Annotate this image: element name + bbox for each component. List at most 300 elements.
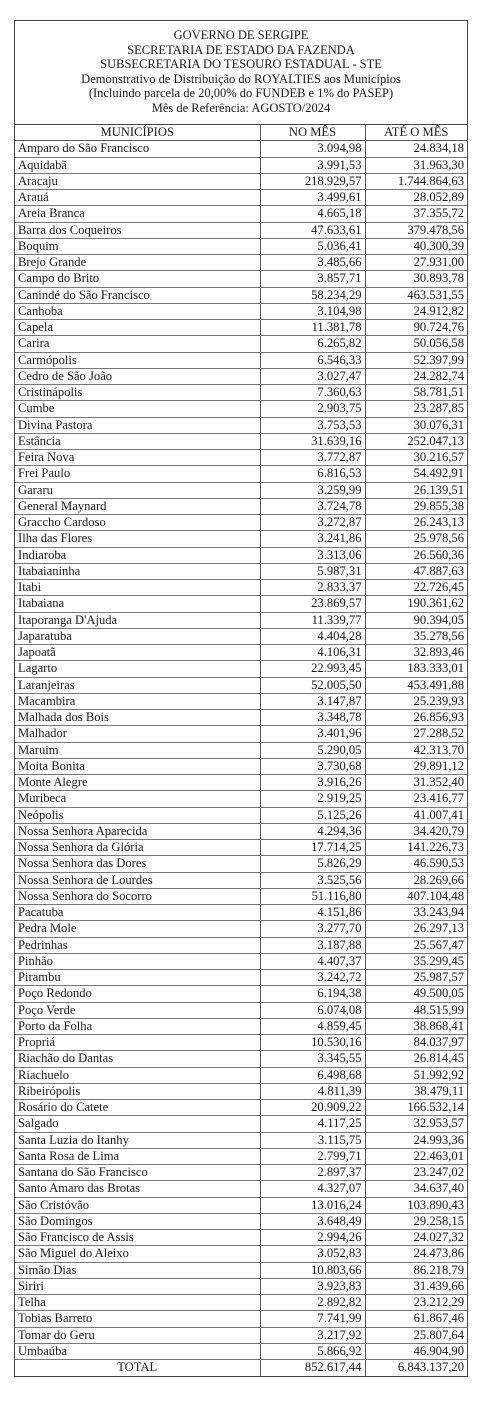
- no-mes-cell: 3.104,98: [260, 303, 365, 319]
- ate-o-mes-cell: 29.891,12: [365, 758, 467, 774]
- ate-o-mes-cell: 30.216,57: [365, 450, 467, 466]
- table-row: [15, 970, 467, 986]
- ate-o-mes-cell: 26.297,13: [365, 921, 467, 937]
- no-mes-cell: 3.923,83: [260, 1278, 365, 1294]
- table-row: [15, 466, 467, 482]
- header-government: GOVERNO DE SERGIPE: [173, 28, 309, 42]
- municipio-cell: Ribeirópolis: [15, 1083, 260, 1099]
- no-mes-cell: 3.027,47: [260, 368, 365, 384]
- municipio-cell: Capela: [15, 320, 260, 336]
- no-mes-cell: 3.991,53: [260, 157, 365, 173]
- ate-o-mes-cell: 30.893,78: [365, 271, 467, 287]
- municipio-cell: Itabaianinha: [15, 563, 260, 579]
- ate-o-mes-cell: 29.258,15: [365, 1213, 467, 1229]
- ate-o-mes-cell: 52.397,99: [365, 352, 467, 368]
- header-report-note: (Incluindo parcela de 20,00% do FUNDEB e 1% do PASEP): [88, 86, 394, 101]
- no-mes-cell: 4.117,25: [260, 1116, 365, 1132]
- municipio-cell: Brejo Grande: [15, 255, 260, 271]
- no-mes-cell: 4.811,39: [260, 1083, 365, 1099]
- municipio-cell: Arauá: [15, 190, 260, 206]
- ate-o-mes-cell: 54.492,91: [365, 466, 467, 482]
- municipio-cell: Aquidabã: [15, 157, 260, 173]
- table-row: [15, 856, 467, 872]
- ate-o-mes-cell: 30.076,31: [365, 417, 467, 433]
- ate-o-mes-cell: 26.560,36: [365, 547, 467, 563]
- no-mes-cell: 3.499,61: [260, 190, 365, 206]
- header-report-title: Demonstrativo de Distribuição do ROYALTIES aos Municípios: [81, 71, 401, 86]
- municipio-cell: Areia Branca: [15, 206, 260, 222]
- municipio-cell: Santana do São Francisco: [15, 1165, 260, 1181]
- no-mes-cell: 7.360,63: [260, 385, 365, 401]
- ate-o-mes-cell: 24.027,32: [365, 1230, 467, 1246]
- ate-o-mes-cell: 25.987,57: [365, 970, 467, 986]
- no-mes-cell: 3.724,78: [260, 498, 365, 514]
- no-mes-cell: 5.290,05: [260, 742, 365, 758]
- ate-o-mes-cell: 25.807,64: [365, 1327, 467, 1343]
- no-mes-cell: 10.530,16: [260, 1035, 365, 1051]
- no-mes-cell: 2.994,26: [260, 1230, 365, 1246]
- ate-o-mes-cell: 28.052,89: [365, 190, 467, 206]
- ate-o-mes-cell: 24.834,18: [365, 141, 467, 157]
- document-header: [15, 21, 467, 125]
- ate-o-mes-cell: 58.781,51: [365, 385, 467, 401]
- ate-o-mes-cell: 32.953,57: [365, 1116, 467, 1132]
- table-row: [15, 775, 467, 791]
- table-row: [15, 1327, 467, 1343]
- municipio-cell: Salgado: [15, 1116, 260, 1132]
- ate-o-mes-cell: 46.590,53: [365, 856, 467, 872]
- table-row: [15, 515, 467, 531]
- ate-o-mes-cell: 22.726,45: [365, 580, 467, 596]
- ate-o-mes-cell: 22.463,01: [365, 1148, 467, 1164]
- table-row: [15, 596, 467, 612]
- municipio-cell: Santa Rosa de Lima: [15, 1148, 260, 1164]
- table-row: [15, 563, 467, 579]
- no-mes-cell: 4.859,45: [260, 1018, 365, 1034]
- no-mes-cell: 3.242,72: [260, 970, 365, 986]
- table-row: [15, 190, 467, 206]
- table-row: [15, 1262, 467, 1278]
- municipio-cell: Neópolis: [15, 807, 260, 823]
- municipio-cell: Pedra Mole: [15, 921, 260, 937]
- table-row: [15, 401, 467, 417]
- municipio-cell: Nossa Senhora do Socorro: [15, 888, 260, 904]
- ate-o-mes-cell: 31.963,30: [365, 157, 467, 173]
- municipio-cell: Propriá: [15, 1035, 260, 1051]
- no-mes-cell: 5.866,92: [260, 1343, 365, 1359]
- table-row: [15, 921, 467, 937]
- municipio-cell: General Maynard: [15, 498, 260, 514]
- municipio-cell: Barra dos Coqueiros: [15, 222, 260, 238]
- municipio-cell: Malhada dos Bois: [15, 710, 260, 726]
- table-row: [15, 1148, 467, 1164]
- ate-o-mes-cell: 48.515,99: [365, 1002, 467, 1018]
- total-no-mes: 852.617,44: [260, 1360, 365, 1376]
- table-row: [15, 141, 467, 157]
- table-row: [15, 1278, 467, 1294]
- no-mes-cell: 4.404,28: [260, 628, 365, 644]
- municipio-cell: Monte Alegre: [15, 775, 260, 791]
- no-mes-cell: 31.639,16: [260, 433, 365, 449]
- municipio-cell: Riachão do Dantas: [15, 1051, 260, 1067]
- no-mes-cell: 5.036,41: [260, 238, 365, 254]
- table-header: [15, 125, 467, 141]
- municipio-cell: Siriri: [15, 1278, 260, 1294]
- municipio-cell: Japaratuba: [15, 628, 260, 644]
- no-mes-cell: 2.892,82: [260, 1295, 365, 1311]
- ate-o-mes-cell: 49.500,05: [365, 986, 467, 1002]
- no-mes-cell: 6.498,68: [260, 1067, 365, 1083]
- municipio-cell: Cristinápolis: [15, 385, 260, 401]
- table-row: [15, 368, 467, 384]
- ate-o-mes-cell: 24.282,74: [365, 368, 467, 384]
- no-mes-cell: 7.741,99: [260, 1311, 365, 1327]
- table-row: [15, 1213, 467, 1229]
- no-mes-cell: 4.106,31: [260, 645, 365, 661]
- ate-o-mes-cell: 1.744.864,63: [365, 173, 467, 189]
- table-row: [15, 710, 467, 726]
- no-mes-cell: 5.125,26: [260, 807, 365, 823]
- table-row: [15, 1051, 467, 1067]
- municipio-cell: Frei Paulo: [15, 466, 260, 482]
- no-mes-cell: 2.919,25: [260, 791, 365, 807]
- no-mes-cell: 3.648,49: [260, 1213, 365, 1229]
- table-row: [15, 645, 467, 661]
- municipio-cell: Amparo do São Francisco: [15, 141, 260, 157]
- municipio-cell: Feira Nova: [15, 450, 260, 466]
- municipio-cell: Estância: [15, 433, 260, 449]
- table-row: [15, 661, 467, 677]
- ate-o-mes-cell: 51.992,92: [365, 1067, 467, 1083]
- table-row: [15, 1116, 467, 1132]
- header-subsecretariat: SUBSECRETARIA DO TESOURO ESTADUAL - STE: [100, 57, 382, 72]
- table-row: [15, 758, 467, 774]
- table-row: [15, 1181, 467, 1197]
- municipio-cell: Poço Verde: [15, 1002, 260, 1018]
- table-row: [15, 157, 467, 173]
- ate-o-mes-cell: 38.868,41: [365, 1018, 467, 1034]
- no-mes-cell: 2.833,37: [260, 580, 365, 596]
- municipio-cell: Canhoba: [15, 303, 260, 319]
- municipio-cell: Maruim: [15, 742, 260, 758]
- municipio-cell: Carmópolis: [15, 352, 260, 368]
- municipio-cell: Carira: [15, 336, 260, 352]
- no-mes-cell: 2.897,37: [260, 1165, 365, 1181]
- ate-o-mes-cell: 453.491,88: [365, 677, 467, 693]
- total-row: [15, 1360, 467, 1376]
- no-mes-cell: 6.546,33: [260, 352, 365, 368]
- ate-o-mes-cell: 26.856,93: [365, 710, 467, 726]
- ate-o-mes-cell: 24.993,36: [365, 1132, 467, 1148]
- no-mes-cell: 3.348,78: [260, 710, 365, 726]
- no-mes-cell: 4.407,37: [260, 953, 365, 969]
- municipio-cell: Tobias Barreto: [15, 1311, 260, 1327]
- municipio-cell: Telha: [15, 1295, 260, 1311]
- municipio-cell: Divina Pastora: [15, 417, 260, 433]
- table-row: [15, 303, 467, 319]
- municipio-cell: Poço Redondo: [15, 986, 260, 1002]
- municipio-cell: Cumbe: [15, 401, 260, 417]
- no-mes-cell: 11.339,77: [260, 612, 365, 628]
- table-row: [15, 222, 467, 238]
- ate-o-mes-cell: 90.724,76: [365, 320, 467, 336]
- municipio-cell: Tomar do Geru: [15, 1327, 260, 1343]
- table-row: [15, 173, 467, 189]
- municipio-cell: Itabi: [15, 580, 260, 596]
- table-row: [15, 1100, 467, 1116]
- ate-o-mes-cell: 103.890,43: [365, 1197, 467, 1213]
- no-mes-cell: 3.916,26: [260, 775, 365, 791]
- table-row: [15, 872, 467, 888]
- no-mes-cell: 3.753,53: [260, 417, 365, 433]
- table-row: [15, 1230, 467, 1246]
- table-row: [15, 1035, 467, 1051]
- municipio-cell: São Miguel do Aleixo: [15, 1246, 260, 1262]
- municipio-cell: Pirambu: [15, 970, 260, 986]
- ate-o-mes-cell: 46.904,90: [365, 1343, 467, 1359]
- table-row: [15, 1067, 467, 1083]
- no-mes-cell: 218.929,57: [260, 173, 365, 189]
- table-row: [15, 336, 467, 352]
- table-row: [15, 612, 467, 628]
- no-mes-cell: 3.259,99: [260, 482, 365, 498]
- no-mes-cell: 4.294,36: [260, 823, 365, 839]
- ate-o-mes-cell: 37.355,72: [365, 206, 467, 222]
- table-row: [15, 677, 467, 693]
- ate-o-mes-cell: 463.531,55: [365, 287, 467, 303]
- ate-o-mes-cell: 183.333,01: [365, 661, 467, 677]
- table-row: [15, 1343, 467, 1359]
- ate-o-mes-cell: 90.394,05: [365, 612, 467, 628]
- municipio-cell: Umbaúba: [15, 1343, 260, 1359]
- municipio-cell: Pedrinhas: [15, 937, 260, 953]
- ate-o-mes-cell: 34.420,79: [365, 823, 467, 839]
- municipio-cell: Nossa Senhora das Dores: [15, 856, 260, 872]
- table-row: [15, 1165, 467, 1181]
- municipio-cell: Gararu: [15, 482, 260, 498]
- no-mes-cell: 6.265,82: [260, 336, 365, 352]
- ate-o-mes-cell: 38.479,11: [365, 1083, 467, 1099]
- total-ate-o-mes: 6.843.137,20: [365, 1360, 467, 1376]
- table-row: [15, 791, 467, 807]
- table-row: [15, 693, 467, 709]
- no-mes-cell: 17.714,25: [260, 840, 365, 856]
- table-row: [15, 1083, 467, 1099]
- no-mes-cell: 3.772,87: [260, 450, 365, 466]
- no-mes-cell: 58.234,29: [260, 287, 365, 303]
- municipio-cell: Muribeca: [15, 791, 260, 807]
- ate-o-mes-cell: 42.313,70: [365, 742, 467, 758]
- total-label: TOTAL: [15, 1360, 260, 1376]
- no-mes-cell: 3.313,06: [260, 547, 365, 563]
- royalties-table: [15, 125, 467, 1376]
- ate-o-mes-cell: 35.278,56: [365, 628, 467, 644]
- table-row: [15, 840, 467, 856]
- municipio-cell: Itabaiana: [15, 596, 260, 612]
- no-mes-cell: 10.803,66: [260, 1262, 365, 1278]
- municipio-cell: Campo do Brito: [15, 271, 260, 287]
- municipio-cell: Graccho Cardoso: [15, 515, 260, 531]
- no-mes-cell: 47.633,61: [260, 222, 365, 238]
- ate-o-mes-cell: 23.416,77: [365, 791, 467, 807]
- ate-o-mes-cell: 50.056,58: [365, 336, 467, 352]
- municipio-cell: Malhador: [15, 726, 260, 742]
- table-row: [15, 1246, 467, 1262]
- no-mes-cell: 3.094,98: [260, 141, 365, 157]
- ate-o-mes-cell: 407.104,48: [365, 888, 467, 904]
- ate-o-mes-cell: 47.887,63: [365, 563, 467, 579]
- municipio-cell: Ilha das Flores: [15, 531, 260, 547]
- ate-o-mes-cell: 25.239,93: [365, 693, 467, 709]
- no-mes-cell: 3.525,56: [260, 872, 365, 888]
- table-row: [15, 1295, 467, 1311]
- municipio-cell: Boquim: [15, 238, 260, 254]
- ate-o-mes-cell: 26.814,45: [365, 1051, 467, 1067]
- ate-o-mes-cell: 34.637,40: [365, 1181, 467, 1197]
- no-mes-cell: 6.816,53: [260, 466, 365, 482]
- no-mes-cell: 4.665,18: [260, 206, 365, 222]
- ate-o-mes-cell: 29.855,38: [365, 498, 467, 514]
- column-header-no-mes: NO MÊS: [260, 125, 365, 141]
- no-mes-cell: 3.730,68: [260, 758, 365, 774]
- municipio-cell: Simão Dias: [15, 1262, 260, 1278]
- ate-o-mes-cell: 252.047,13: [365, 433, 467, 449]
- no-mes-cell: 6.074,08: [260, 1002, 365, 1018]
- municipio-cell: São Domingos: [15, 1213, 260, 1229]
- table-row: [15, 1018, 467, 1034]
- municipio-cell: Pacatuba: [15, 905, 260, 921]
- municipio-cell: Canindé do São Francisco: [15, 287, 260, 303]
- ate-o-mes-cell: 28.269,66: [365, 872, 467, 888]
- table-row: [15, 986, 467, 1002]
- table-row: [15, 547, 467, 563]
- no-mes-cell: 3.857,71: [260, 271, 365, 287]
- no-mes-cell: 13.016,24: [260, 1197, 365, 1213]
- no-mes-cell: 3.052,83: [260, 1246, 365, 1262]
- table-row: [15, 1197, 467, 1213]
- municipio-cell: Santa Luzia do Itanhy: [15, 1132, 260, 1148]
- ate-o-mes-cell: 84.037,97: [365, 1035, 467, 1051]
- column-header-ate-o-mes: ATÉ O MÊS: [365, 125, 467, 141]
- ate-o-mes-cell: 40.300,39: [365, 238, 467, 254]
- ate-o-mes-cell: 41.007,41: [365, 807, 467, 823]
- ate-o-mes-cell: 31.439,66: [365, 1278, 467, 1294]
- no-mes-cell: 3.485,66: [260, 255, 365, 271]
- ate-o-mes-cell: 61.867,46: [365, 1311, 467, 1327]
- table-row: [15, 888, 467, 904]
- municipio-cell: Lagarto: [15, 661, 260, 677]
- table-row: [15, 726, 467, 742]
- ate-o-mes-cell: 23.287,85: [365, 401, 467, 417]
- municipio-cell: Nossa Senhora de Lourdes: [15, 872, 260, 888]
- table-row: [15, 320, 467, 336]
- table-row: [15, 1002, 467, 1018]
- table-row: [15, 433, 467, 449]
- municipio-cell: Nossa Senhora da Glória: [15, 840, 260, 856]
- municipio-cell: Porto da Folha: [15, 1018, 260, 1034]
- table-row: [15, 271, 467, 287]
- table-row: [15, 628, 467, 644]
- table-row: [15, 206, 467, 222]
- ate-o-mes-cell: 24.912,82: [365, 303, 467, 319]
- no-mes-cell: 3.401,96: [260, 726, 365, 742]
- table-row: [15, 385, 467, 401]
- table-body: [15, 141, 467, 1360]
- ate-o-mes-cell: 33.243,94: [365, 905, 467, 921]
- table-row: [15, 287, 467, 303]
- municipio-cell: Moita Bonita: [15, 758, 260, 774]
- no-mes-cell: 2.903,75: [260, 401, 365, 417]
- no-mes-cell: 23.869,57: [260, 596, 365, 612]
- table-row: [15, 417, 467, 433]
- municipio-cell: Rosário do Catete: [15, 1100, 260, 1116]
- no-mes-cell: 3.345,55: [260, 1051, 365, 1067]
- table-row: [15, 482, 467, 498]
- no-mes-cell: 6.194,38: [260, 986, 365, 1002]
- ate-o-mes-cell: 190.361,62: [365, 596, 467, 612]
- table-row: [15, 742, 467, 758]
- table-row: [15, 352, 467, 368]
- municipio-cell: Cedro de São João: [15, 368, 260, 384]
- no-mes-cell: 3.272,87: [260, 515, 365, 531]
- ate-o-mes-cell: 31.352,40: [365, 775, 467, 791]
- table-row: [15, 238, 467, 254]
- ate-o-mes-cell: 25.567,47: [365, 937, 467, 953]
- ate-o-mes-cell: 35.299,45: [365, 953, 467, 969]
- no-mes-cell: 5.826,29: [260, 856, 365, 872]
- ate-o-mes-cell: 166.532,14: [365, 1100, 467, 1116]
- header-secretariat: SECRETARIA DE ESTADO DA FAZENDA: [127, 42, 355, 57]
- table-row: [15, 953, 467, 969]
- municipio-cell: Pinhão: [15, 953, 260, 969]
- no-mes-cell: 3.217,92: [260, 1327, 365, 1343]
- municipio-cell: Itaporanga D'Ajuda: [15, 612, 260, 628]
- table-row: [15, 450, 467, 466]
- municipio-cell: Indiaroba: [15, 547, 260, 563]
- table-row: [15, 1311, 467, 1327]
- municipio-cell: São Cristóvão: [15, 1197, 260, 1213]
- no-mes-cell: 11.381,78: [260, 320, 365, 336]
- ate-o-mes-cell: 26.243,13: [365, 515, 467, 531]
- table-row: [15, 807, 467, 823]
- header-reference-month: Mês de Referência: AGOSTO/2024: [151, 100, 331, 115]
- ate-o-mes-cell: 141.226,73: [365, 840, 467, 856]
- no-mes-cell: 3.187,88: [260, 937, 365, 953]
- table-row: [15, 823, 467, 839]
- no-mes-cell: 3.277,70: [260, 921, 365, 937]
- municipio-cell: Aracaju: [15, 173, 260, 189]
- ate-o-mes-cell: 27.288,52: [365, 726, 467, 742]
- table-row: [15, 255, 467, 271]
- no-mes-cell: 20.909,22: [260, 1100, 365, 1116]
- municipio-cell: Japoatã: [15, 645, 260, 661]
- table-row: [15, 905, 467, 921]
- ate-o-mes-cell: 24.473,86: [365, 1246, 467, 1262]
- municipio-cell: Macambira: [15, 693, 260, 709]
- no-mes-cell: 3.241,86: [260, 531, 365, 547]
- ate-o-mes-cell: 23.212,29: [365, 1295, 467, 1311]
- table-row: [15, 937, 467, 953]
- municipio-cell: São Francisco de Assis: [15, 1230, 260, 1246]
- table-row: [15, 498, 467, 514]
- no-mes-cell: 52.005,50: [260, 677, 365, 693]
- no-mes-cell: 3.147,87: [260, 693, 365, 709]
- table-footer: [15, 1360, 467, 1376]
- municipio-cell: Laranjeiras: [15, 677, 260, 693]
- royalties-document: [14, 20, 468, 1377]
- table-row: [15, 580, 467, 596]
- ate-o-mes-cell: 27.931,00: [365, 255, 467, 271]
